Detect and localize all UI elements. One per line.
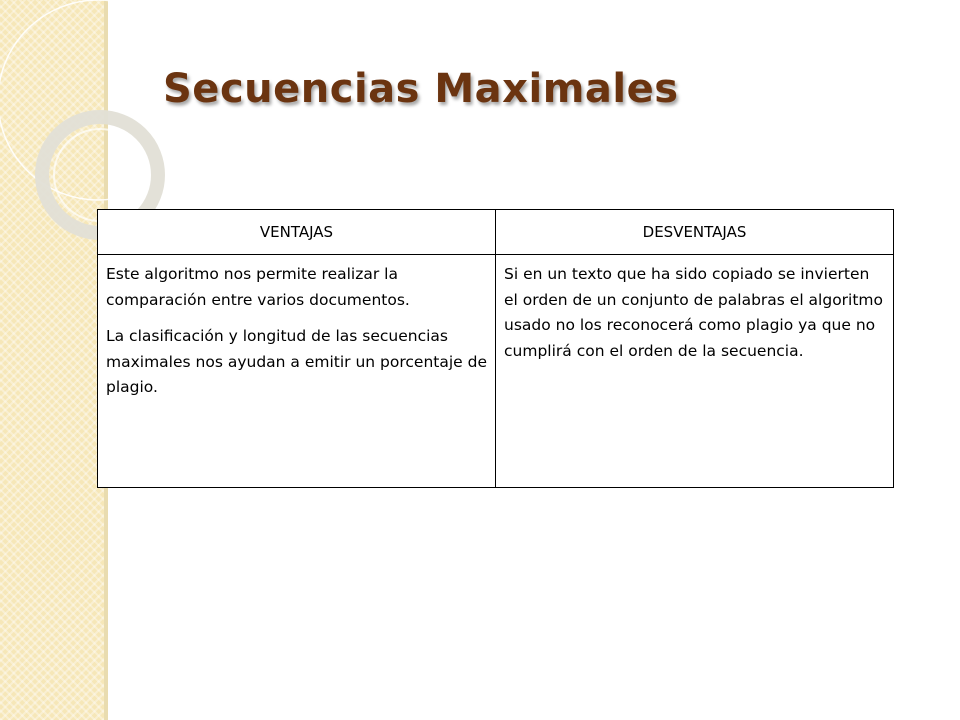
cell-desventajas (496, 255, 894, 488)
ventaja-item: La clasificación y longitud de las secuencias maximales nos ayudan a emitir un porcentaje de plagio. (106, 327, 487, 396)
header-desventajas: DESVENTAJAS (496, 210, 894, 255)
ventaja-item: Este algoritmo nos permite realizar la comparación entre varios documentos. (106, 265, 410, 309)
desventaja-item: Si en un texto que ha sido copiado se invierten el orden de un conjunto de palabras el algoritmo usado no los reconocerá como plagio ya que no cumplirá con el orden de la secuencia. (504, 265, 884, 360)
table-row (98, 255, 894, 488)
slide-title: Secuencias Maximales (163, 66, 679, 112)
decorative-circle-ring-inner (54, 129, 146, 221)
table-header-row (98, 210, 894, 255)
cell-ventajas (98, 255, 496, 488)
comparison-table (97, 209, 894, 488)
header-ventajas: VENTAJAS (98, 210, 496, 255)
